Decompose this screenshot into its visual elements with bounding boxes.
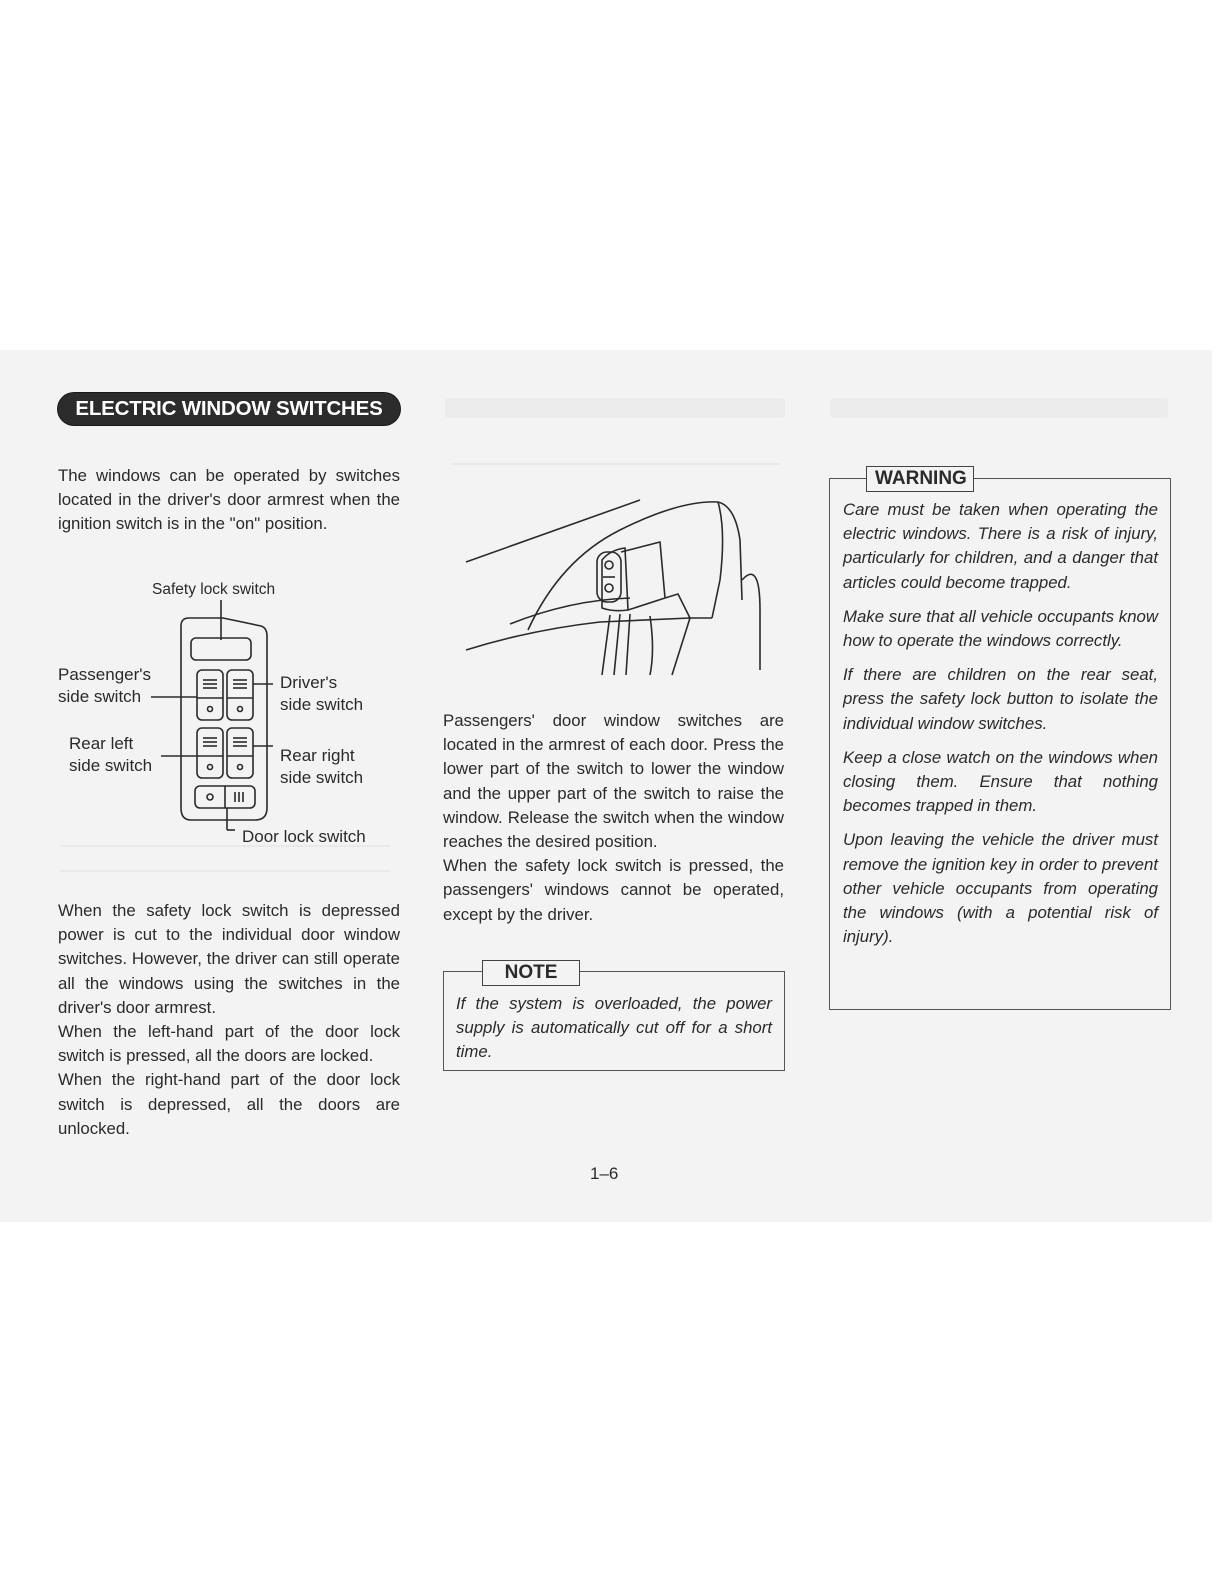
label-rear-right-side-switch: Rear right side switch (280, 746, 364, 787)
note-label: NOTE (482, 960, 580, 986)
left-body (58, 899, 400, 1141)
body-paragraph-3: When the right-hand part of the door lock switch is depressed, all the doors are unlocked. (58, 1070, 400, 1138)
label-door-lock-switch: Door lock switch (242, 827, 366, 846)
label-rear-left-side-switch: Rear left side switch (69, 734, 153, 775)
faint-line (450, 463, 780, 465)
intro-paragraph: The windows can be operated by switches located in the driver's door armrest when the ignition switch is in the "on" position. (58, 466, 400, 534)
note-text: If the system is overloaded, the power supply is automatically cut off for a short time. (456, 994, 772, 1062)
warning-paragraph-3: If there are children on the rear seat, press the safety lock button to isolate the individual window switches. (843, 665, 1158, 733)
label-passenger-side-switch: Passenger's side switch (58, 665, 152, 706)
warning-paragraph-2: Make sure that all vehicle occupants know how to operate the windows correctly. (843, 606, 1158, 651)
body-paragraph-5: When the safety lock switch is pressed, the passengers' windows cannot be operated, except by the driver. (443, 856, 784, 924)
warning-paragraph-4: Keep a close watch on the windows when closing them. Ensure that nothing becomes trapped in them. (843, 747, 1158, 816)
body-paragraph-4: Passengers' door window switches are located in the armrest of each door. Press the lower part of the switch to lower the window and the upper part of the switch to raise the window. Release the switch when the window reaches the desired position. (443, 711, 784, 852)
armrest-illustration (450, 490, 790, 680)
warning-paragraph-1: Care must be taken when operating the electric windows. There is a risk of injury, particularly for children, and a danger that articles could become trapped. (843, 500, 1158, 592)
label-drivers-side-switch: Driver's side switch (280, 673, 364, 714)
faint-header-bar-middle (445, 398, 785, 418)
faint-line (60, 870, 390, 872)
warning-body (843, 498, 1158, 949)
warning-paragraph-5: Upon leaving the vehicle the driver must remove the ignition key in order to prevent other vehicle occupants from operating the windows (with a potential risk of injury). (843, 830, 1158, 947)
label-safety-lock-switch: Safety lock switch (152, 581, 276, 598)
body-paragraph-1: When the safety lock switch is depressed power is cut to the individual door window switches. However, the driver can still operate all the windows using the switches in the driver's door armrest. (58, 901, 400, 1017)
middle-body (443, 709, 784, 927)
page-number: 1–6 (590, 1164, 619, 1183)
warning-label: WARNING (866, 466, 974, 492)
section-title: ELECTRIC WINDOW SWITCHES (58, 393, 400, 425)
faint-header-bar-right (830, 398, 1168, 418)
body-paragraph-2: When the left-hand part of the door lock switch is pressed, all the doors are locked. (58, 1022, 400, 1066)
switch-panel-diagram (55, 580, 405, 860)
